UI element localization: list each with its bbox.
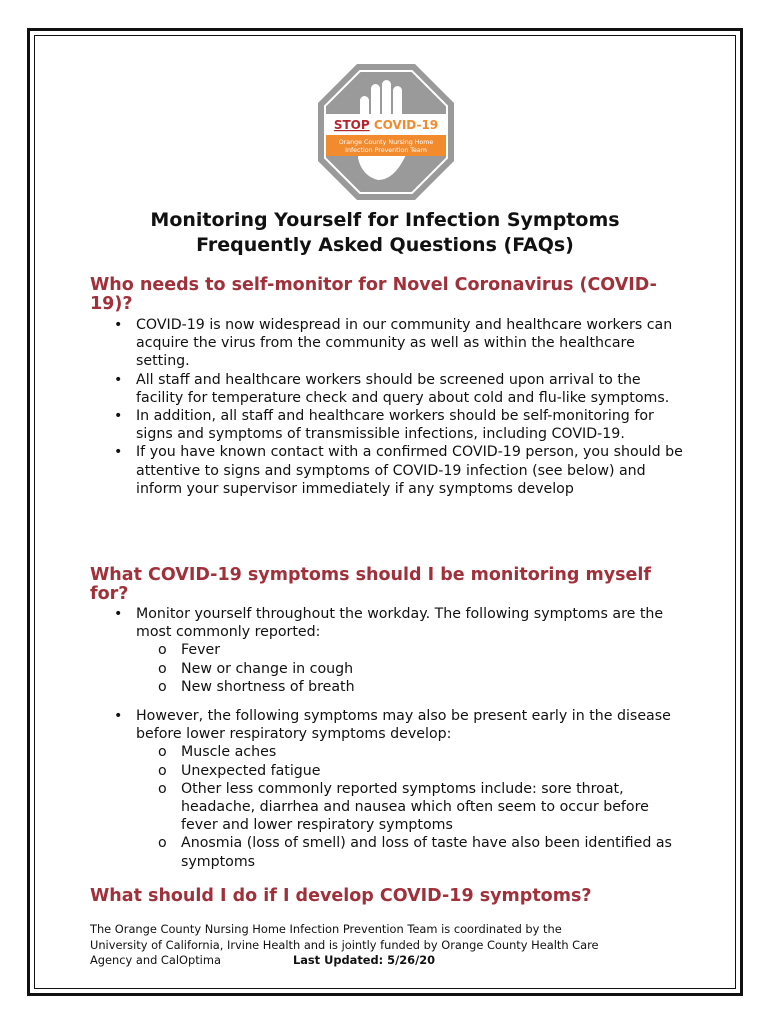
sub-list-item: o Unexpected fatigue bbox=[136, 762, 690, 780]
sub-list-item: o New or change in cough bbox=[136, 660, 690, 678]
footer-note: The Orange County Nursing Home Infection Prevention Team is coordinated by the University of California, Irvine Health and is jointly funded by Orange County Health Care Agency and CalOptima Last Updated: 5/26/20 bbox=[90, 922, 599, 967]
list-item: • Monitor yourself throughout the workday. The following symptoms are the most commonly reported: o Fever o New or change in cough o New shortness of breath bbox=[90, 605, 690, 696]
svg-text:STOP COVID-19 bbox=[334, 118, 438, 132]
logo-stop-text: STOP bbox=[333, 118, 370, 132]
sub-list-item: o Anosmia (loss of smell) and loss of taste have also been identified as symptoms bbox=[136, 834, 690, 870]
list-item: • All staff and healthcare workers should be screened upon arrival to the facility for temperature check and query about cold and flu-like symptoms. bbox=[90, 371, 690, 407]
logo-org-line2: Infection Prevention Team bbox=[345, 147, 427, 154]
page-title bbox=[40, 208, 730, 258]
sub-list-item: o Fever bbox=[136, 641, 690, 659]
list-item: • However, the following symptoms may also be present early in the disease before lower respiratory symptoms develop: o Muscle aches o Unexpected fatigue o Other less commonly reported symptoms include: sore throat, headache, diarrhea and nausea which often seem to occur before fever and lower respiratory symptoms o Anosmia (loss of smell) and loss of taste have also been identified as symptoms bbox=[90, 707, 690, 871]
last-updated: Last Updated: 5/26/20 bbox=[292, 953, 436, 967]
section-heading-what-to-do: What should I do if I develop COVID-19 symptoms? bbox=[90, 886, 592, 906]
logo-org-line1: Orange County Nursing Home bbox=[338, 139, 434, 146]
section-symptoms-list-2 bbox=[90, 707, 690, 871]
sub-list-item: o New shortness of breath bbox=[136, 678, 690, 696]
list-item: • In addition, all staff and healthcare workers should be self-monitoring for signs and symptoms of transmissible infections, including COVID-19. bbox=[90, 407, 690, 443]
section-who-list bbox=[90, 316, 690, 498]
list-item: • If you have known contact with a confirmed COVID-19 person, you should be attentive to signs and symptoms of COVID-19 infection (see below) and inform your supervisor immediately if any symptoms develop bbox=[90, 443, 690, 498]
list-item: • COVID-19 is now widespread in our community and healthcare workers can acquire the virus from the community as well as within the healthcare setting. bbox=[90, 316, 690, 371]
sub-list-item: o Other less commonly reported symptoms include: sore throat, headache, diarrhea and nausea which often seem to occur before fever and lower respiratory symptoms bbox=[136, 780, 690, 835]
section-symptoms-list bbox=[90, 605, 690, 696]
logo-covid-text: COVID-19 bbox=[369, 118, 439, 132]
title-line1: Monitoring Yourself for Infection Symptoms bbox=[150, 209, 620, 231]
stop-covid-logo bbox=[316, 62, 456, 202]
sub-list-item: o Muscle aches bbox=[136, 743, 690, 761]
section-heading-who: Who needs to self-monitor for Novel Coronavirus (COVID- 19)? bbox=[90, 275, 657, 314]
section-heading-symptoms: What COVID-19 symptoms should I be monitoring myself for? bbox=[90, 565, 652, 604]
title-line2: Frequently Asked Questions (FAQs) bbox=[196, 234, 574, 256]
